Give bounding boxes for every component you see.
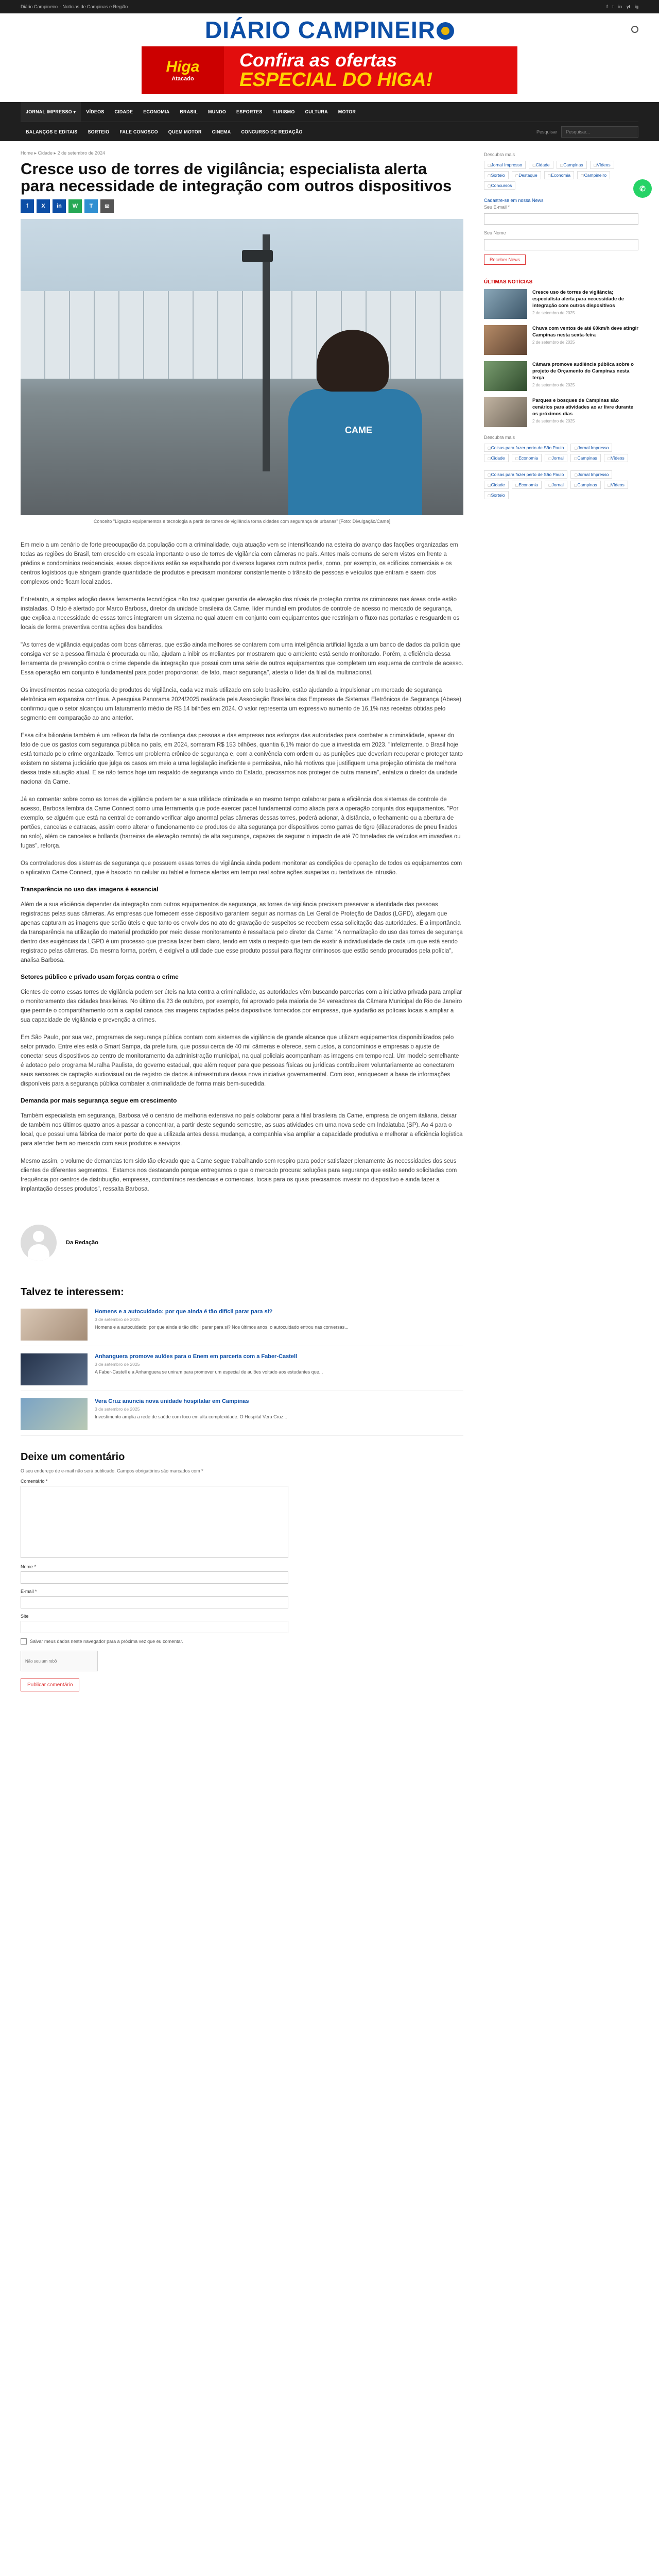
sidebar-cat[interactable]: ▢ Concursos — [484, 181, 515, 190]
share-x-icon[interactable]: X — [37, 199, 50, 213]
article-title: Cresce uso de torres de vigilância; especialista alerta para necessidade de integração com outros dispositivos — [21, 160, 452, 195]
checkbox-box[interactable] — [21, 1638, 27, 1645]
subheading-sectors: Setores público e privado usam forças contra o crime — [21, 973, 179, 980]
logo-part1: DIÁRIO — [205, 16, 298, 43]
paragraph: Em São Paulo, por sua vez, programas de segurança pública contam com sistemas de vigilância de grande alcance que utilizam equipamentos disponibilizados pelo setor privado. Entre eles está o Smart Sampa, da prefeitura, que possui cerca de 40 mil câmeras e oferece, sem custos, a condomínios e empresas o ajuste de conectar seus dispositivos ao centro de monitoramento da administração municipal, na qual policiais acompanham as imagens em tempo real. Um modelo semelhante é adotado pelo programa Muralha Paulista, do governo estadual, que além requer para que pessoas físicas ou jurídicas contribuírem voluntariamente ao conectarem seus sensores de captação audiovisual ou de registro de dados à infraestrutura dessa nova iniciativa governamental. Com isso, enriquecem a base de informações disponíveis para a segurança pública combater a criminalidade de forma mais bem-sucedida. — [21, 1035, 459, 1087]
sidebar-cat[interactable]: ▢ Campinas — [570, 481, 601, 489]
top-bar-site: Diário Campineiro — [21, 4, 58, 9]
latest-date: 2 de setembro de 2025 — [532, 383, 575, 387]
nav-search-input[interactable]: Pesquisar... — [561, 126, 638, 138]
related-excerpt: Homens e a autocuidado: por que ainda é tão difícil parar para si? Nos últimos anos, o autocuidado entrou nas conversas... — [95, 1325, 349, 1330]
sidebar-cat[interactable]: ▢ Jornal Impresso — [570, 470, 612, 479]
ad-line2: ESPECIAL DO HIGA! — [239, 69, 433, 91]
sidebar-cats-2 — [484, 444, 638, 462]
sidebar-cat[interactable]: ▢ Jornal Impresso — [484, 161, 526, 169]
subscribe-name-label: Seu Nome — [484, 230, 506, 235]
sidebar-cat[interactable]: ▢ Sorteio — [484, 491, 509, 499]
sidebar-cat[interactable]: ▢ Vídeos — [590, 161, 614, 169]
related-thumb[interactable] — [21, 1398, 88, 1430]
top-bar-info: Diário Campineiro · Notícias de Campinas e Região — [21, 4, 128, 9]
nav-item-cidade[interactable]: CIDADE — [114, 109, 133, 114]
latest-thumb[interactable] — [484, 325, 527, 355]
author-name[interactable]: Da Redação — [66, 1240, 98, 1246]
subscribe-heading: Cadastre-se em nossa News — [484, 198, 544, 203]
site-logo[interactable] — [205, 16, 454, 44]
author-box — [21, 1225, 463, 1261]
latest-item[interactable] — [484, 325, 638, 355]
top-bar-tagline: Notícias de Campinas e Região — [62, 4, 128, 9]
paragraph: Essa cifra bilionária também é um reflexo da falta de confiança das pessoas e das empresas nos esforços das autoridades para combater a criminalidade, apesar do fato de que os gastos com segurança pública no país, em 2024, somaram R$ 153 bilhões, quantia 6,1% maior do que a investida em 2023. "Infelizmente, o Brasil hoje está tomado pelo crime organizado. Temos um problema crônico de segurança e, com a conivência com ordem ou as punições que deveriam recuperar e proteger tanto existem no sistema judiciário que julga os casos em meio a uma legislação ineficiente e permissiva, não há motivos que justifiquem uma projeção otimista de melhora dessa triste situação atual. E se não temos hoje um respaldo de segurança vindo do Estado, precisamos nos proteger de outra maneira", enfatiza o diretor da unidade nacional da Came. — [21, 733, 463, 785]
share-facebook-icon[interactable]: f — [21, 199, 34, 213]
hero-caption: Conceito "Ligação equipamentos e tecnologia a partir de torres de vigilância torna cidades com segurança de urbanas" [Foto: Divulgação/Came] — [93, 519, 391, 524]
banner-ad[interactable] — [142, 46, 517, 94]
latest-thumb[interactable] — [484, 397, 527, 427]
comment-note: O seu endereço de e-mail não será publicado. Campos obrigatórios são marcados com * — [21, 1468, 203, 1473]
comment-heading: Deixe um comentário — [21, 1451, 125, 1463]
sidebar-cat[interactable]: ▢ Campinas — [570, 454, 601, 462]
nav-item-jornal-impresso[interactable]: JORNAL IMPRESSO ▾ — [21, 102, 81, 122]
related-excerpt: Investimento amplia a rede de saúde com foco em alta complexidade. O Hospital Vera Cruz... — [95, 1414, 287, 1419]
related-date: 3 de setembro de 2025 — [95, 1317, 140, 1322]
captcha-label: Não sou um robô — [25, 1658, 57, 1664]
latest-item[interactable] — [484, 361, 638, 391]
nav-row-2 — [21, 122, 638, 141]
nav-item-motor[interactable]: MOTOR — [338, 109, 356, 114]
ad-brand — [142, 46, 224, 94]
sidebar-cat[interactable]: ▢ Jornal — [545, 454, 567, 462]
sidebar-cats2-label: Descubra mais — [484, 435, 515, 440]
comment-textarea[interactable] — [21, 1486, 288, 1558]
latest-title[interactable]: Chuva com ventos de até 60km/h deve atingir Campinas nesta sexta-feira — [532, 326, 638, 338]
share-whatsapp-icon[interactable]: W — [68, 199, 82, 213]
related-heading: Talvez te interessem: — [21, 1286, 124, 1298]
share-bar — [21, 199, 463, 213]
related-title[interactable]: Homens e a autocuidado: por que ainda é tão difícil parar para si? — [95, 1309, 273, 1315]
instagram-icon[interactable]: ig — [634, 4, 638, 9]
subscribe-name-input[interactable] — [484, 239, 638, 250]
related-info — [95, 1398, 287, 1430]
paragraph: Cientes de como essas torres de vigilância podem ser úteis na luta contra a criminalidade, as autoridades vêm buscando parcerias com a iniciativa privada para ampliar o monitoramento das cidades brasileiras. No último dia 23 de outubro, por exemplo, foi aprovado pela maioria de 34 vereadores da Câmara Municipal do Rio de Janeiro que permite o compartilhamento com a capital carioca das imagens captadas pelos dispositivos fornecidos por empresas, que ajudarão as polícias locais a ampliar a sua capacidade de vigilância e prevenção a crimes. — [21, 989, 462, 1023]
subscribe-email-label: Seu E-mail * — [484, 205, 510, 210]
related-info — [95, 1353, 323, 1385]
breadcrumb: Home ▸ Cidade ▸ 2 de setembro de 2024 — [21, 150, 106, 156]
nav-row-1 — [21, 102, 638, 122]
sidebar-cat[interactable]: ▢ Destaque — [512, 171, 541, 179]
email-input[interactable] — [21, 1596, 288, 1608]
latest-date: 2 de setembro de 2025 — [532, 340, 575, 345]
latest-title[interactable]: Parques e bosques de Campinas são cenários para atividades ao ar livre durante os próximos dias — [532, 398, 633, 417]
site-input[interactable] — [21, 1621, 288, 1633]
nav-item-brasil[interactable]: BRASIL — [180, 109, 198, 114]
sidebar-cat[interactable]: ▢ Economia — [512, 454, 542, 462]
nav-item-concurso[interactable]: CONCURSO DE REDAÇÃO — [241, 129, 303, 134]
nav-item-turismo[interactable]: TURISMO — [272, 109, 295, 114]
latest-item[interactable] — [484, 289, 638, 319]
nav-item-cinema[interactable]: CINEMA — [212, 129, 231, 134]
sidebar-cats — [484, 161, 638, 190]
subheading-protect: Transparência no uso das imagens é essencial — [21, 886, 159, 893]
sidebar-cat[interactable]: ▢ Cidade — [484, 454, 509, 462]
related-date: 3 de setembro de 2025 — [95, 1406, 140, 1412]
hero-camera — [242, 250, 273, 262]
share-telegram-icon[interactable]: T — [84, 199, 98, 213]
sidebar-cat[interactable]: ▢ Campineiro — [577, 171, 610, 179]
ad-line1: Confira as ofertas — [239, 49, 397, 71]
sidebar-cat[interactable]: ▢ Cidade — [484, 481, 509, 489]
latest-info — [532, 289, 638, 319]
latest-thumb[interactable] — [484, 361, 527, 391]
hero-pole — [263, 234, 270, 471]
sidebar — [484, 150, 638, 1691]
ad-brand-name: Higa — [166, 58, 200, 75]
social-links — [606, 4, 638, 9]
nav-item-videos[interactable]: VÍDEOS — [86, 109, 105, 114]
hero-image — [21, 219, 463, 515]
subscribe-email-input[interactable] — [484, 213, 638, 225]
sidebar-cat[interactable]: ▢ Economia — [512, 481, 542, 489]
latest-info — [532, 397, 638, 427]
sidebar-cats-label: Descubra mais — [484, 152, 515, 157]
nav-item-cultura[interactable]: CULTURA — [305, 109, 328, 114]
sidebar-cat[interactable]: ▢ Coisas para fazer perto de São Paulo — [484, 444, 567, 452]
latest-heading: ÚLTIMAS NOTÍCIAS — [484, 279, 533, 285]
paragraph: Também especialista em segurança, Barbosa vê o cenário de melhoria extensiva no país colaborar para a filial brasileira da Came, empresa de origem italiana, deixar de também nos últimos quatro anos a passar a concentrar, a partir deste segundo semestre, as suas atividades em uma nova sede em Indaiatuba (SP). Ao 4 para o local, que possui uma fábrica de maior porte do que a utilizada antes dessa mudança, a companhia visa ampliar a capacidade produtiva e melhorar a eficiência logística para atender bem ao mercado com seus produtos e serviços. — [21, 1113, 463, 1147]
latest-title[interactable]: Câmara promove audiência pública sobre o projeto de Orçamento do Campinas nesta terça — [532, 362, 634, 381]
avatar — [21, 1225, 57, 1261]
latest-title[interactable]: Cresce uso de torres de vigilância; especialista alerta para necessidade de integração com outros dispositivos — [532, 290, 624, 309]
twitter-icon[interactable]: t — [612, 4, 614, 9]
related-thumb[interactable] — [21, 1309, 88, 1341]
related-thumb[interactable] — [21, 1353, 88, 1385]
latest-info — [532, 361, 638, 391]
nav-item-fale-conosco[interactable]: FALE CONOSCO — [119, 129, 158, 134]
captcha[interactable] — [21, 1651, 98, 1671]
sidebar-cat[interactable]: ▢ Economia — [544, 171, 574, 179]
nav-item-mundo[interactable]: MUNDO — [208, 109, 227, 114]
nav-search — [536, 126, 638, 138]
paragraph: Mesmo assim, o volume de demandas tem sido tão elevado que a Came segue trabalhando sem respiro para poder satisfazer plenamente às necessidades dos seus clientes de diferentes segmentos. "Estamos nos destacando porque entregamos o que o mercado procura: soluções para segurança que estão sendo solicitadas com frequência por centros de distribuição, empresas, condomínios residenciais e comerciais, locais para os quais precisamos investir no dispositivo e ainda fazer a implantação desses produtos", ressalta Barbosa. — [21, 1158, 457, 1192]
latest-thumb[interactable] — [484, 289, 527, 319]
logo-o-icon — [437, 22, 454, 40]
comment-form — [21, 1451, 288, 1691]
sidebar-cat[interactable]: ▢ Sorteio — [484, 171, 509, 179]
ad-brand-sub: Atacado — [171, 76, 194, 82]
latest-date: 2 de setembro de 2025 — [532, 419, 575, 423]
sidebar-cat[interactable]: ▢ Vídeos — [604, 454, 628, 462]
nav-item-quem-motor[interactable]: QUEM MOTOR — [168, 129, 202, 134]
latest-date: 2 de setembro de 2025 — [532, 311, 575, 315]
youtube-icon[interactable]: yt — [626, 4, 630, 9]
related-item[interactable] — [21, 1350, 463, 1391]
top-bar — [0, 0, 659, 13]
sidebar-cats-3 — [484, 470, 638, 499]
related-item[interactable] — [21, 1306, 463, 1346]
email-label: E-mail * — [21, 1589, 37, 1594]
main-nav — [0, 102, 659, 141]
sidebar-cat[interactable]: ▢ Coisas para fazer perto de São Paulo — [484, 470, 567, 479]
share-email-icon[interactable]: ✉ — [100, 199, 114, 213]
sidebar-cat[interactable]: ▢ Cidade — [529, 161, 553, 169]
related-item[interactable] — [21, 1395, 463, 1436]
subheading-demand: Demanda por mais segurança segue em crescimento — [21, 1097, 177, 1104]
paragraph: Além de a sua eficiência depender da integração com outros equipamentos de segurança, as torres de vigilância precisam preservar a identidade das pessoas registradas pelas suas câmeras. As empresas que fornecem esse dispositivo garantem seguir as normas da Lei Geral de Proteção de Dados (LGPD), alegam que apenas capturam as imagens que serão úteis e que tanto os envolvidos no ato de gravação de suspeitos se recebem essa solicitação das autoridades. É a importância da transparência na utilização do material produzido por meio desse monitoramento é ressaltada pelo diretor da Came: "A normalização do uso das torres de segurança dentro das exigências da LGPD é um processo que precisa fazer bem claro, tendo em vista o respeito que tem de existir à individualidade de cada um que está sendo registrado pelas câmeras. Da mesma forma, porém, é exigível a utilidade que esse produto possui para flagrar criminosos que estão sendo procurados pela polícia", analisa Barbosa. — [21, 902, 463, 963]
facebook-icon[interactable]: f — [606, 4, 608, 9]
comment-label: Comentário * — [21, 1479, 48, 1484]
related-excerpt: A Faber-Castell e a Anhanguera se uniram para promover um especial de aulões voltado aos estudantes que... — [95, 1369, 323, 1375]
logo-band — [0, 13, 659, 46]
nav-item-sorteio[interactable]: SORTEIO — [88, 129, 110, 134]
save-data-label: Salvar meus dados neste navegador para a próxima vez que eu comentar. — [30, 1639, 183, 1644]
content-wrap — [21, 141, 638, 1691]
latest-item[interactable] — [484, 397, 638, 427]
related-title[interactable]: Vera Cruz anuncia nova unidade hospitalar em Campinas — [95, 1398, 249, 1404]
related-date: 3 de setembro de 2025 — [95, 1362, 140, 1367]
sidebar-cat[interactable]: ▢ Campinas — [557, 161, 587, 169]
save-data-checkbox[interactable] — [21, 1638, 288, 1645]
nav-item-balancos[interactable]: BALANÇOS E EDITAIS — [26, 129, 78, 134]
paragraph: "As torres de vigilância equipadas com boas câmeras, que estão ainda melhores se contarem com uma inteligência artificial ligada a um banco de dados da polícia que consiga ver se a pessoa filmada é procurada ou não, ajudam a inibir os meliantes por mostrarem que o ambiente está sendo monitorado. Porém, a eficiência dessa ferramenta de prevenção contra o crime depende da integração que possui com uma série de outros equipamentos que completem um esquema de controle de acesso. Essa operação em conjunto é fundamental para poder proporcionar, de fato, maior segurança", atesta o líder da filial da multinacional. — [21, 642, 463, 676]
logo-part2: CAMPINEIR — [298, 16, 436, 43]
sidebar-cat[interactable]: ▢ Vídeos — [604, 481, 628, 489]
hero-person-shirt — [288, 389, 422, 515]
name-input[interactable] — [21, 1571, 288, 1584]
related-info — [95, 1309, 349, 1341]
linkedin-icon[interactable]: in — [618, 4, 622, 9]
paragraph: Os investimentos nessa categoria de produtos de vigilância, cada vez mais utilizado em solo brasileiro, estão ajudando a impulsionar um mercado de segurança eletrônica em expansiva contínua. A pesquisa Panorama 2024/2025 realizada pela Associação Brasileira das Empresas de Sistemas Eletrônicos de Segurança (Abese) confirmou que o setor alcançou um faturamento médio de R$ 14 bilhões em 2024. O valor representa um expressivo aumento de 16,1% nas receitas obtidas pelo segmento em comparação ao ano anterior. — [21, 687, 461, 721]
share-linkedin-icon[interactable]: in — [53, 199, 66, 213]
hero-shirt-text: CAME — [345, 425, 372, 435]
nav-item-economia[interactable]: ECONOMIA — [143, 109, 170, 114]
site-label: Site — [21, 1614, 29, 1619]
search-icon[interactable] — [631, 26, 638, 33]
sidebar-cat[interactable]: ▢ Jornal — [545, 481, 567, 489]
nav-item-esportes[interactable]: ESPORTES — [236, 109, 263, 114]
subscribe-button[interactable]: Receber News — [484, 255, 526, 265]
sidebar-cat[interactable]: ▢ Jornal Impresso — [570, 444, 612, 452]
hero-building — [21, 291, 463, 379]
article-main — [21, 150, 463, 1691]
name-label: Nome * — [21, 1564, 37, 1569]
latest-info — [532, 325, 638, 355]
paragraph: Os controladores dos sistemas de segurança que possuem essas torres de vigilância ainda podem monitorar as condições de operação de todos os equipamentos com o aplicativo Came Connect, que é baixado no celular ou tablet e fornece alertas em tempo real sobre ações suspeitas ou tentativas de intrusão. — [21, 860, 462, 876]
paragraph: Já ao comentar sobre como as torres de vigilância podem ter a sua utilidade otimizada e ao mesmo tempo colaborar para a eficiência dos sistemas de controle de acesso, Barbosa lembra da Came Connect como uma ferramenta que pode exercer papel fundamental como aliada para a operação conjunta dos equipamentos. "Por exemplo, se alguém que está na central de comando verificar algo anormal pelas câmeras dessas torres, poderá acionar, à distância, o fechamento ou a abertura de portões, cancelas e catracas, assim como alterar o funcionamento de produtos de alta segurança por dispositivos como garras de tigre (dilaceradores de pneu fixados no solo), além de cancelas e bollards (barreiras de elevação remota) de alta segurança, capazes de segurar o impacto de até 70 toneladas de veículos em invasões ou fugas", reforça. — [21, 796, 461, 849]
submit-comment-button[interactable]: Publicar comentário — [21, 1679, 79, 1691]
related-title[interactable]: Anhanguera promove aulões para o Enem em parceria com a Faber-Castell — [95, 1353, 298, 1360]
paragraph: Em meio a um cenário de forte preocupação da população com a criminalidade, cuja atuação vem se intensificando na esteira do avanço das facções organizadas em todas as regiões do Brasil, tem crescido em escala importante o uso de torres de vigilância com câmeras no país. Antes mais comuns de serem vistos em frente a prédios e condomínios residenciais, esses dispositivos estão se espalhando por diversos lugares com outros perfis, como, por exemplo, os edifícios comerciais e os centros logísticos que abrigam grande quantidade de produtos e precisam monitorar constantemente o trânsito de pessoas e veículos que entram e saem dos complexos onde ficam localizados. — [21, 542, 458, 585]
whatsapp-float-icon[interactable]: ✆ — [633, 179, 652, 198]
nav-search-label: Pesquisar — [536, 129, 557, 134]
paragraph: Entretanto, a simples adoção dessa ferramenta tecnológica não traz qualquer garantia de elevação dos níveis de proteção contra os criminosos nas áreas onde estão instaladas. O fato é alertado por Marco Barbosa, diretor da unidade brasileira da Came, líder mundial em produtos de controle de acesso no mercado de segurança, que explica a necessidade de essas torres integrarem um sistema no qual atuem em conjunto com equipamentos que restrinjam o fluxo nas portarias e resguardem os locais de forma preventiva contra ações dos bandidos. — [21, 597, 460, 631]
ad-text — [224, 49, 517, 91]
article-body — [21, 540, 463, 1194]
